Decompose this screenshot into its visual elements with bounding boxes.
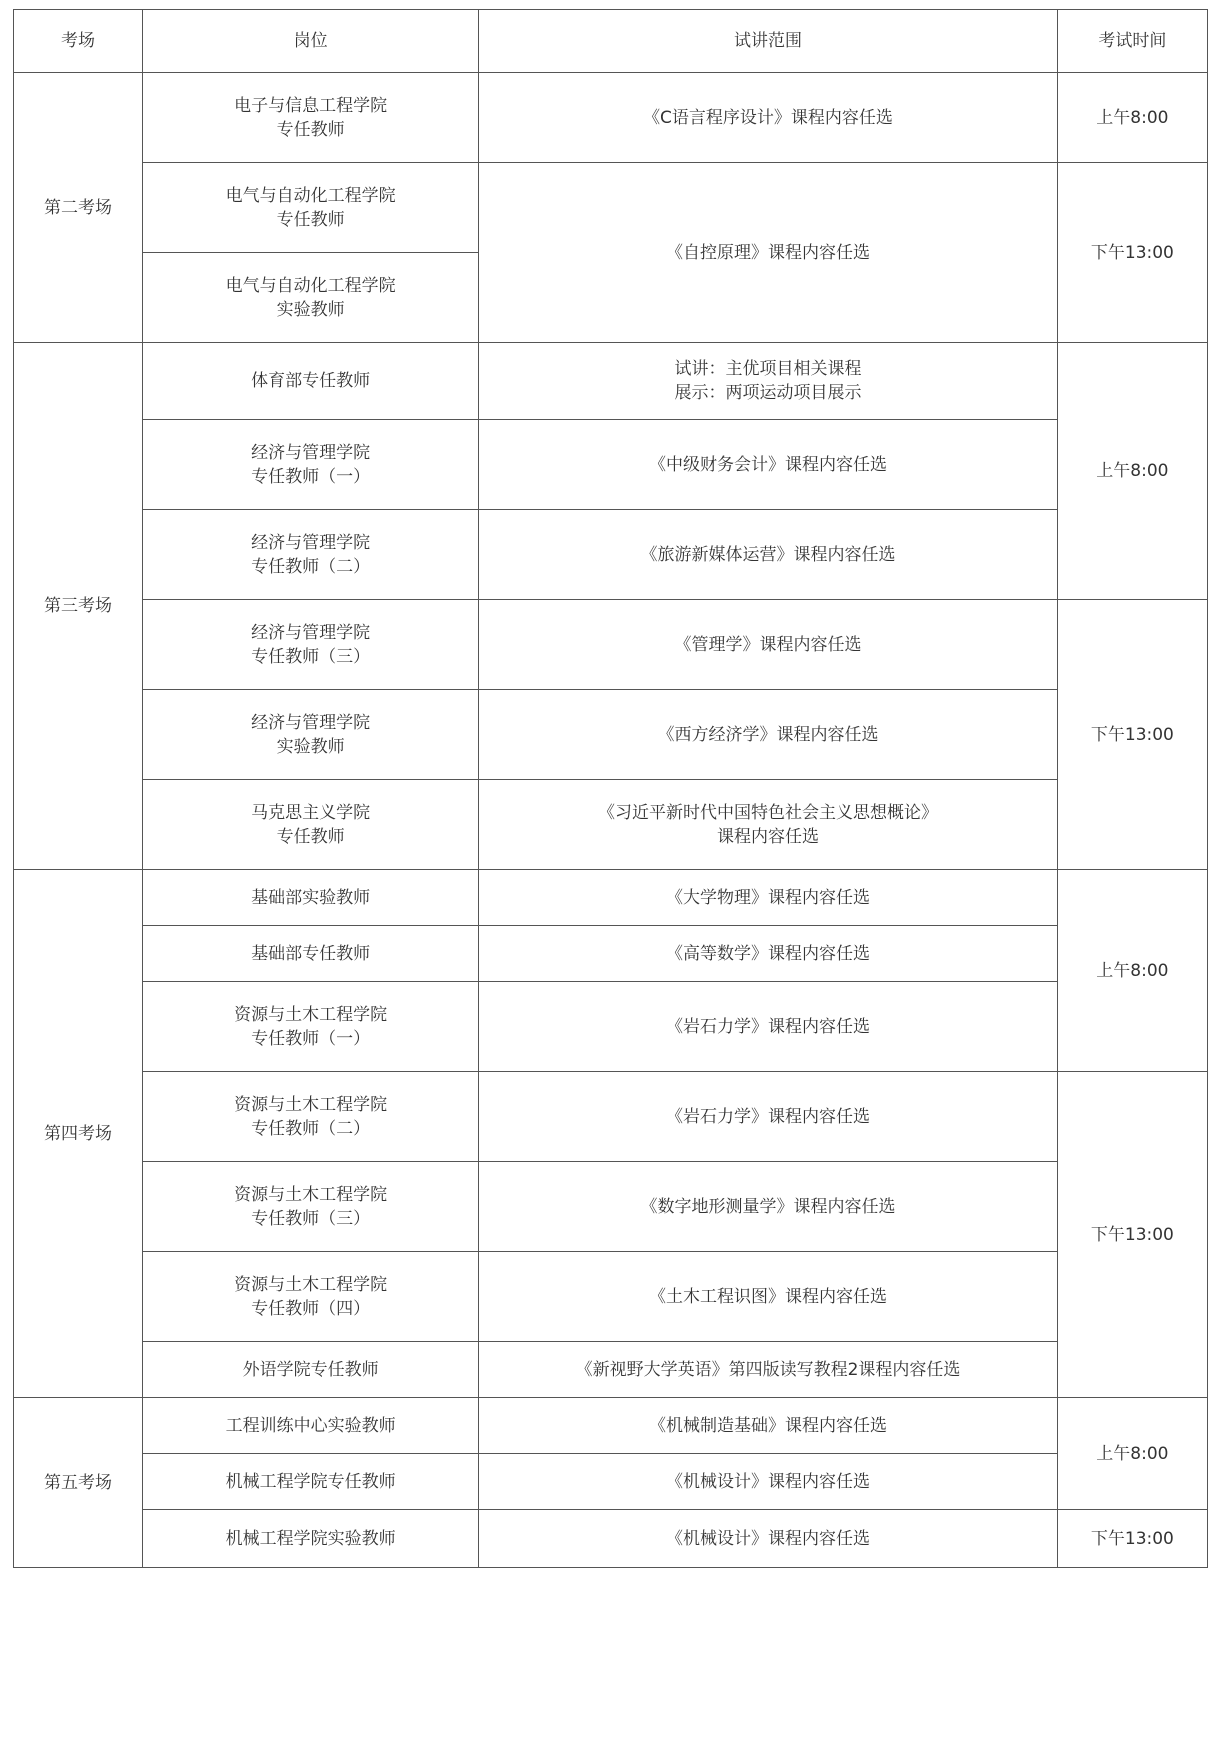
session-cell: 第二考场	[14, 73, 143, 343]
position-cell: 资源与土木工程学院 专任教师（一）	[142, 982, 478, 1072]
scope-cell: 《管理学》课程内容任选	[479, 600, 1058, 690]
position-cell: 外语学院专任教师	[142, 1342, 478, 1398]
scope-cell: 《机械制造基础》课程内容任选	[479, 1398, 1058, 1454]
time-cell: 上午8:00	[1057, 73, 1207, 163]
table-row	[14, 343, 1208, 420]
position-cell: 经济与管理学院 专任教师（一）	[142, 420, 478, 510]
position-cell: 资源与土木工程学院 专任教师（四）	[142, 1252, 478, 1342]
table-row	[14, 926, 1208, 982]
position-cell: 体育部专任教师	[142, 343, 478, 420]
time-cell: 下午13:00	[1057, 1072, 1207, 1398]
table-row	[14, 510, 1208, 600]
table-row	[14, 1510, 1208, 1568]
scope-cell: 《西方经济学》课程内容任选	[479, 690, 1058, 780]
position-cell: 经济与管理学院 实验教师	[142, 690, 478, 780]
time-cell: 上午8:00	[1057, 870, 1207, 1072]
position-cell: 资源与土木工程学院 专任教师（二）	[142, 1072, 478, 1162]
table-row	[14, 1072, 1208, 1162]
time-cell: 上午8:00	[1057, 343, 1207, 600]
time-cell: 下午13:00	[1057, 600, 1207, 870]
scope-cell: 《岩石力学》课程内容任选	[479, 1072, 1058, 1162]
scope-cell: 《中级财务会计》课程内容任选	[479, 420, 1058, 510]
position-cell: 电气与自动化工程学院 专任教师	[142, 163, 478, 253]
scope-cell: 《机械设计》课程内容任选	[479, 1510, 1058, 1568]
position-cell: 资源与土木工程学院 专任教师（三）	[142, 1162, 478, 1252]
header-time: 考试时间	[1057, 10, 1207, 73]
scope-cell: 《习近平新时代中国特色社会主义思想概论》 课程内容任选	[479, 780, 1058, 870]
table-row	[14, 870, 1208, 926]
table-row	[14, 420, 1208, 510]
exam-schedule-table	[13, 9, 1208, 1568]
table-row	[14, 1342, 1208, 1398]
table-row	[14, 1398, 1208, 1454]
header-session: 考场	[14, 10, 143, 73]
scope-cell: 《岩石力学》课程内容任选	[479, 982, 1058, 1072]
scope-cell: 试讲：主优项目相关课程 展示：两项运动项目展示	[479, 343, 1058, 420]
position-cell: 马克思主义学院 专任教师	[142, 780, 478, 870]
position-cell: 经济与管理学院 专任教师（二）	[142, 510, 478, 600]
position-cell: 基础部实验教师	[142, 870, 478, 926]
time-cell: 下午13:00	[1057, 163, 1207, 343]
scope-cell: 《旅游新媒体运营》课程内容任选	[479, 510, 1058, 600]
table-row	[14, 1162, 1208, 1252]
table-row	[14, 1252, 1208, 1342]
table-row	[14, 982, 1208, 1072]
table-row	[14, 1454, 1208, 1510]
scope-cell: 《机械设计》课程内容任选	[479, 1454, 1058, 1510]
table-row	[14, 690, 1208, 780]
table-row	[14, 780, 1208, 870]
position-cell: 基础部专任教师	[142, 926, 478, 982]
header-position: 岗位	[142, 10, 478, 73]
table-row	[14, 163, 1208, 253]
scope-cell: 《高等数学》课程内容任选	[479, 926, 1058, 982]
table-row	[14, 73, 1208, 163]
scope-cell: 《数字地形测量学》课程内容任选	[479, 1162, 1058, 1252]
position-cell: 电子与信息工程学院 专任教师	[142, 73, 478, 163]
position-cell: 经济与管理学院 专任教师（三）	[142, 600, 478, 690]
header-scope: 试讲范围	[479, 10, 1058, 73]
position-cell: 电气与自动化工程学院 实验教师	[142, 253, 478, 343]
session-cell: 第五考场	[14, 1398, 143, 1568]
scope-cell: 《土木工程识图》课程内容任选	[479, 1252, 1058, 1342]
table-row	[14, 600, 1208, 690]
header-row	[14, 10, 1208, 73]
session-cell: 第四考场	[14, 870, 143, 1398]
scope-cell: 《大学物理》课程内容任选	[479, 870, 1058, 926]
scope-cell: 《自控原理》课程内容任选	[479, 163, 1058, 343]
position-cell: 机械工程学院专任教师	[142, 1454, 478, 1510]
scope-cell: 《新视野大学英语》第四版读写教程2课程内容任选	[479, 1342, 1058, 1398]
position-cell: 工程训练中心实验教师	[142, 1398, 478, 1454]
session-cell: 第三考场	[14, 343, 143, 870]
position-cell: 机械工程学院实验教师	[142, 1510, 478, 1568]
scope-cell: 《C语言程序设计》课程内容任选	[479, 73, 1058, 163]
time-cell: 下午13:00	[1057, 1510, 1207, 1568]
time-cell: 上午8:00	[1057, 1398, 1207, 1510]
